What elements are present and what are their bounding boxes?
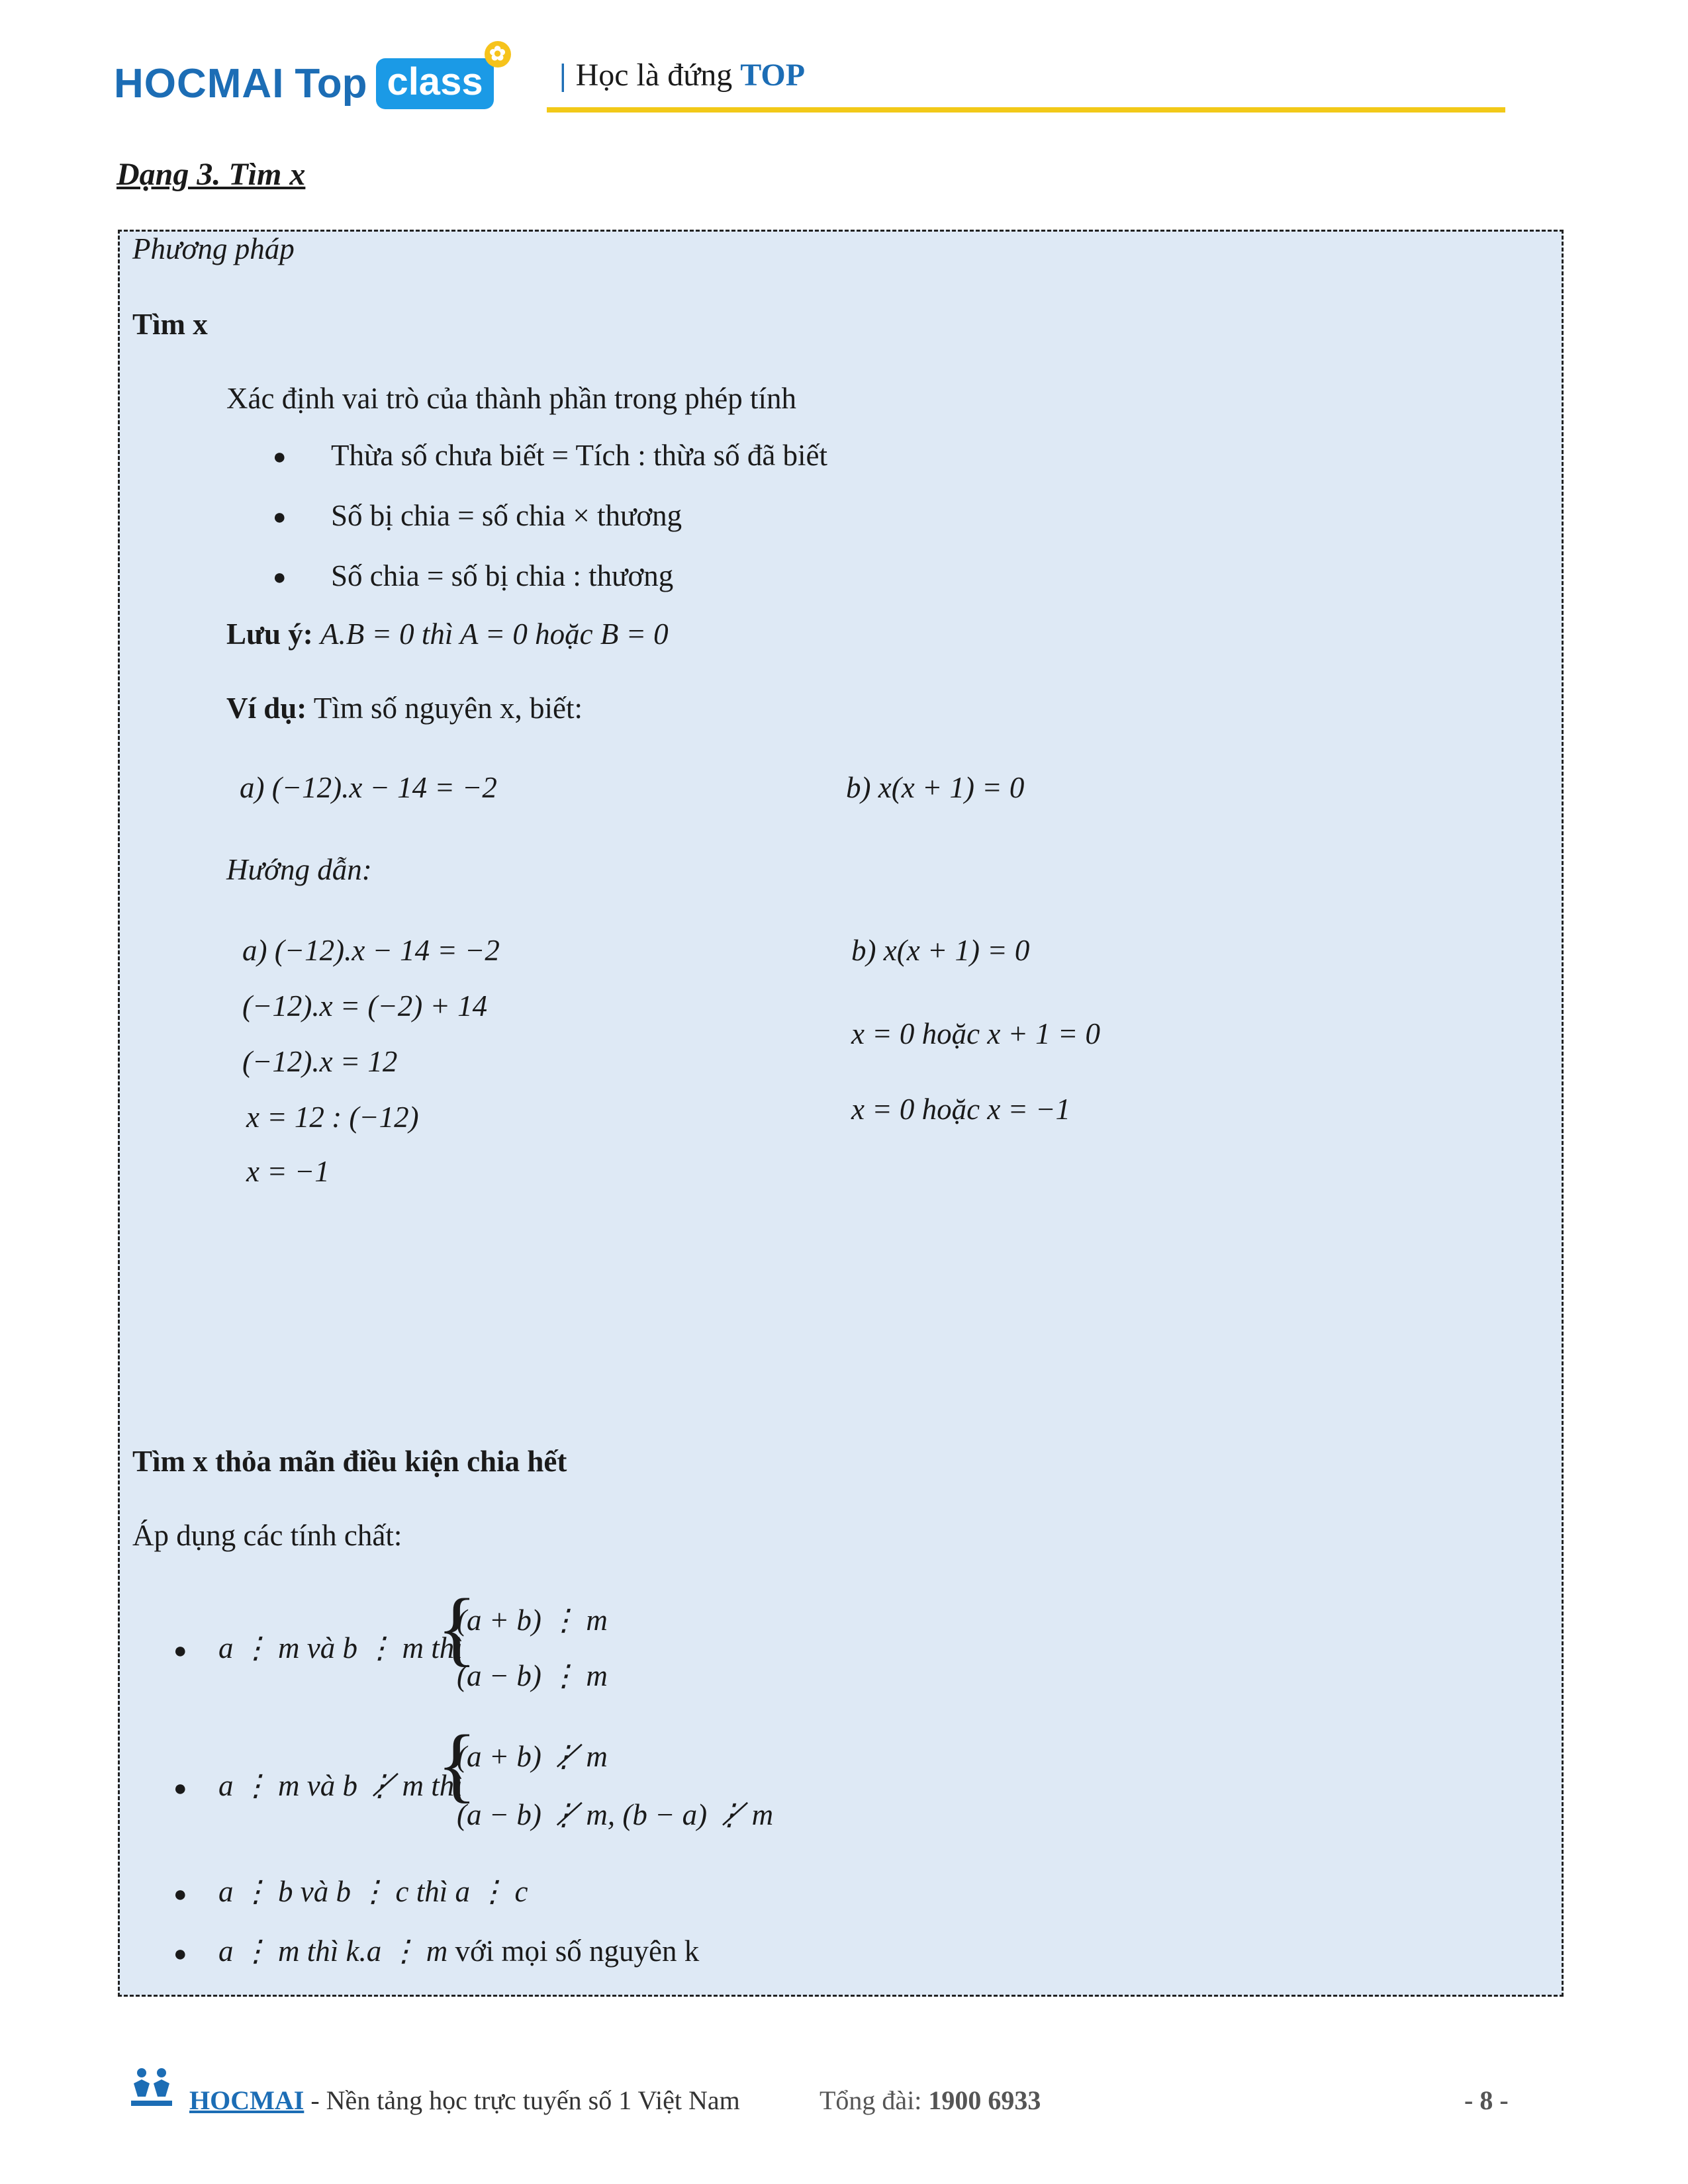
left-brace-icon: { (437, 1719, 477, 1811)
bullet-icon: ● (173, 1882, 187, 1907)
problem-a: a) (−12).x − 14 = −2 (240, 771, 497, 804)
example-line (226, 692, 583, 725)
note-line (226, 618, 669, 651)
example-text: Tìm số nguyên x, biết: (313, 692, 583, 725)
rule3: a ⋮ b và b ⋮ c thì a ⋮ c (218, 1875, 528, 1908)
solution-a-line-1: a) (−12).x − 14 = −2 (242, 934, 500, 967)
bullet-icon: ● (173, 1942, 187, 1966)
page-number: - 8 - (1464, 2085, 1509, 2115)
rule4-text: với mọi số nguyên k (455, 1934, 700, 1968)
solution-a-line-4: x = 12 : (−12) (246, 1101, 419, 1134)
note-formula: A.B = 0 thì A = 0 hoặc B = 0 (320, 617, 669, 651)
rule4 (218, 1935, 699, 1968)
problem-b: b) x(x + 1) = 0 (846, 771, 1025, 804)
bullet-icon: ● (173, 1776, 187, 1801)
guide-label: Hướng dẫn: (226, 853, 372, 886)
rule1-result-1: (a + b) ⋮ m (457, 1604, 608, 1637)
rule2-condition: a ⋮ m và b ⋮̸ m thì (218, 1769, 463, 1802)
star-icon: ✿ (485, 41, 511, 68)
footer-tel-label: Tổng đài: (820, 2085, 922, 2115)
method-intro: Xác định vai trò của thành phần trong phép tính (226, 382, 797, 415)
logo-top-text: Top (295, 60, 367, 107)
footer-brand-link[interactable]: HOCMAI (189, 2085, 305, 2115)
slogan-text: Học là đứng (575, 58, 733, 93)
solution-b-line-1: b) x(x + 1) = 0 (851, 934, 1030, 967)
rule1-condition: a ⋮ m và b ⋮ m thì (218, 1631, 463, 1664)
bullet-icon: ● (273, 445, 287, 469)
method-label: Phương pháp (132, 232, 295, 265)
slogan-divider: | (559, 58, 567, 93)
note-label: Lưu ý: (226, 617, 313, 651)
logo-class-badge (376, 42, 506, 109)
solution-b-line-2: x = 0 hoặc x + 1 = 0 (851, 1017, 1101, 1050)
solution-a-line-3: (−12).x = 12 (242, 1045, 398, 1078)
divisibility-heading: Tìm x thỏa mãn điều kiện chia hết (132, 1445, 567, 1478)
rule-bullet-1: Thừa số chưa biết = Tích : thừa số đã biết (331, 439, 828, 472)
logo-hocmai-text: HOCMAI (114, 60, 285, 107)
rule-bullet-3: Số chia = số bị chia : thương (331, 559, 674, 592)
rule2-result-2: (a − b) ⋮̸ m, (b − a) ⋮̸ m (457, 1798, 774, 1831)
footer-tagline: - Nền tảng học trực tuyến số 1 Việt Nam (304, 2085, 740, 2115)
solution-b-line-3: x = 0 hoặc x = −1 (851, 1093, 1071, 1126)
footer-tel-number: 1900 6933 (928, 2085, 1041, 2115)
footer-hotline (820, 2085, 1041, 2116)
rule-bullet-2: Số bị chia = số chia × thương (331, 499, 682, 532)
rule2-result-1: (a + b) ⋮̸ m (457, 1740, 608, 1773)
bullet-icon: ● (273, 505, 287, 529)
bullet-icon: ● (173, 1639, 187, 1663)
divisibility-apply: Áp dụng các tính chất: (132, 1519, 402, 1552)
rule4-math: a ⋮ m thì k.a ⋮ m (218, 1934, 448, 1968)
method-heading: Tìm x (132, 308, 208, 341)
section-title: Dạng 3. Tìm x (117, 157, 306, 192)
footer-text (189, 2085, 740, 2116)
hocmai-footer-logo-icon (128, 2064, 175, 2110)
bullet-icon: ● (273, 565, 287, 590)
example-label: Ví dụ: (226, 692, 307, 725)
hocmai-topclass-logo (114, 42, 506, 116)
solution-a-line-2: (−12).x = (−2) + 14 (242, 989, 488, 1023)
header-rule (547, 107, 1505, 113)
slogan-highlight: TOP (740, 58, 806, 93)
header-slogan (559, 57, 805, 93)
left-brace-icon: { (437, 1582, 477, 1674)
logo-class-text: class (387, 60, 483, 103)
rule1-result-2: (a − b) ⋮ m (457, 1659, 608, 1692)
solution-a-line-5: x = −1 (246, 1155, 330, 1188)
